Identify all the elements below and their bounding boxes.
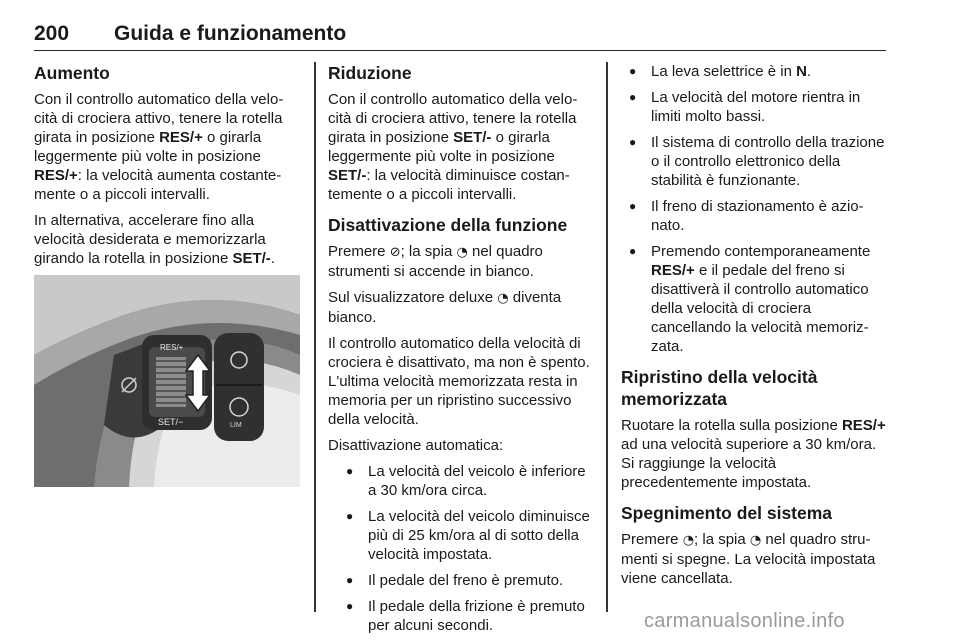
cruise-control-icon: ◔ bbox=[456, 245, 468, 260]
paragraph: Sul visualizzatore deluxe ◔ diventa bianco. bbox=[328, 289, 562, 326]
cruise-control-icon: ◔ bbox=[682, 533, 695, 548]
paragraph: Premere ◔; la spia ◔ nel quadro strumenti si spegne. La velocità impostata viene cancellata. bbox=[621, 531, 876, 587]
section-heading-disattivazione: Disattivazione della funzione bbox=[328, 215, 568, 235]
paragraph: Il controllo automatico della velocità di crociera è disattivato, ma non è spento. L'ultima velocità memorizzata resta in memoria per un ripristino successivo della velocità. bbox=[328, 335, 590, 428]
section-heading-ripristino: Ripristino della velocità memorizzata bbox=[621, 367, 818, 409]
paragraph: Ruotare la rotella sulla posizione RES/+ ad una velocità superiore a 30 km/ora. Si raggiunge la velocità precedentemente impostata. bbox=[621, 417, 886, 491]
cruise-cancel-icon: ⊘ bbox=[389, 245, 401, 260]
list-item: ● Il sistema di controllo della trazione o il controllo elettronico della stabilità è funzionante. bbox=[621, 133, 891, 190]
cruise-control-icon: ◔ bbox=[749, 533, 762, 548]
steering-wheel-controls-photo bbox=[34, 275, 300, 487]
column-2 bbox=[328, 62, 592, 642]
column-divider bbox=[606, 62, 608, 612]
section-heading-aumento: Aumento bbox=[34, 63, 110, 83]
photo-label-set: SET/− bbox=[158, 417, 184, 427]
list-item: ● Il freno di stazionamento è azionato. bbox=[621, 197, 891, 235]
paragraph: Con il controllo automatico della velocità di crociera attivo, tenere la rotella girata in posizione SET/- o girarla leggermente più volte in posizione SET/-: la velocità diminuisce costantemente o a piccoli intervalli. bbox=[328, 91, 578, 203]
paragraph: Premere ⊘; la spia ◔ nel quadro strumenti si accende in bianco. bbox=[328, 243, 543, 280]
column-1 bbox=[34, 62, 300, 487]
photo-label-lim: LIM bbox=[230, 422, 242, 429]
list-item: ● La velocità del veicolo diminuisce più di 25 km/ora al di sotto della velocità impostata. bbox=[328, 507, 592, 564]
page-number: 200 bbox=[34, 22, 70, 45]
list-item: ● La velocità del veicolo è inferiore a 30 km/ora circa. bbox=[328, 462, 592, 500]
list-item: ● Premendo contemporaneamente RES/+ e il pedale del freno si disattiverà il controllo automatico della velocità di crociera cancellando la velocità memorizzata. bbox=[621, 242, 891, 356]
running-title: Guida e funzionamento bbox=[114, 22, 347, 45]
list-item: ● Il pedale della frizione è premuto per alcuni secondi. bbox=[328, 597, 592, 635]
page-header bbox=[34, 16, 886, 51]
paragraph: In alternativa, accelerare fino alla velocità desiderata e memorizzarla girando la rotella in posizione SET/-. bbox=[34, 212, 275, 267]
section-heading-spegnimento: Spegnimento del sistema bbox=[621, 503, 833, 523]
paragraph: Disattivazione automatica: bbox=[328, 437, 504, 454]
list-item: ● La leva selettrice è in N. bbox=[621, 62, 891, 81]
list-item: ● Il pedale del freno è premuto. bbox=[328, 571, 592, 590]
section-heading-riduzione: Riduzione bbox=[328, 63, 412, 83]
column-divider bbox=[314, 62, 316, 612]
list-item: ● La velocità del motore rientra in limiti molto bassi. bbox=[621, 88, 891, 126]
bullet-list bbox=[328, 462, 592, 635]
paragraph: Con il controllo automatico della velocità di crociera attivo, tenere la rotella girata in posizione RES/+ o girarla leggermente più volte in posizione RES/+: la velocità aumenta costantemente o a piccoli intervalli. bbox=[34, 91, 284, 203]
bullet-list bbox=[621, 62, 891, 356]
cruise-control-icon: ◔ bbox=[497, 291, 509, 306]
column-3 bbox=[621, 62, 891, 595]
watermark: carmanualsonline.info bbox=[644, 610, 845, 632]
photo-label-res: RES/+ bbox=[160, 343, 184, 352]
